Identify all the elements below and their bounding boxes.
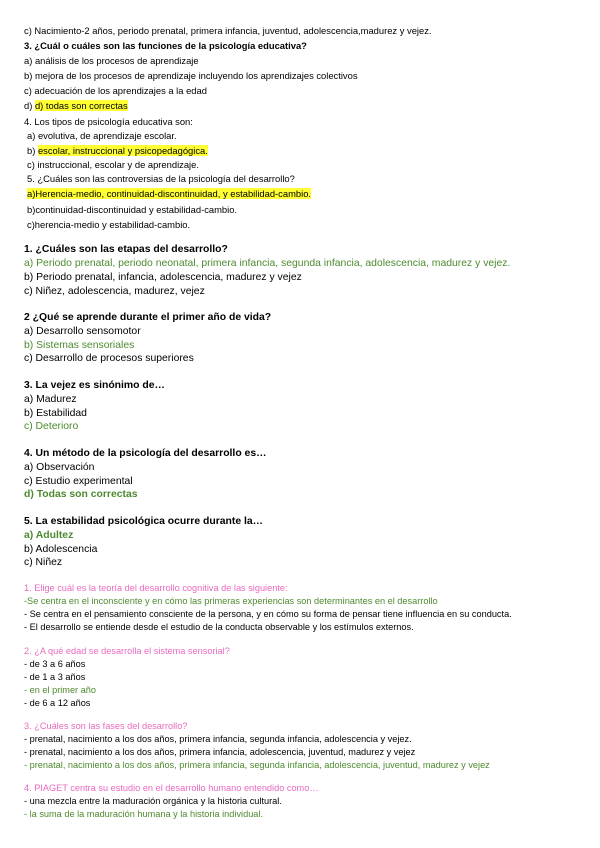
option-text: - Se centra en el pensamiento consciente de la persona, y en cómo su forma de pensar tiene influencia en su conducta. — [24, 609, 512, 619]
option-text: - prenatal, nacimiento a los dos años, primera infancia, adolescencia, juventud, madurez y vejez — [24, 747, 416, 757]
question-heading: 4. PIAGET centra su estudio en el desarrollo humano entendido como… — [24, 783, 319, 793]
option-text: - de 1 a 3 años — [24, 672, 86, 682]
option-text: b)continuidad-discontinuidad y estabilidad-cambio. — [27, 204, 238, 215]
question-heading: 1. ¿Cuáles son las etapas del desarrollo? — [24, 244, 228, 255]
option-text: - El desarrollo se entiende desde el estudio de la conducta observable y los estímulos externos. — [24, 622, 414, 632]
option-text — [27, 188, 311, 200]
correct-answer: - la suma de la maduración humana y la historia individual. — [24, 809, 264, 819]
option-text: c) Estudio experimental — [24, 476, 133, 487]
option-text: - prenatal, nacimiento a los dos años, primera infancia, segunda infancia, adolescencia y vejez. — [24, 734, 412, 744]
correct-answer: a) Periodo prenatal, periodo neonatal, primera infancia, segunda infancia, adolescencia, madurez y vejez. — [24, 258, 511, 269]
option-text: c) Niñez — [24, 557, 63, 568]
option-text: c) Desarrollo de procesos superiores — [24, 353, 194, 364]
option-text: c)herencia-medio y estabilidad-cambio. — [27, 219, 191, 230]
correct-answer: - en el primer año — [24, 685, 97, 695]
option-text: a) Observación — [24, 462, 95, 473]
option-text: a) análisis de los procesos de aprendizaje — [24, 55, 199, 66]
correct-answer: - prenatal, nacimiento a los dos años, primera infancia, segunda infancia, adolescencia, juventud, madurez y vejez — [24, 760, 490, 770]
question-heading: 5. La estabilidad psicológica ocurre durante la… — [24, 516, 264, 527]
highlighted-answer: d) todas son correctas — [34, 100, 128, 111]
option-text: b) Adolescencia — [24, 544, 98, 555]
option-text: c) instruccional, escolar y de aprendizaje. — [27, 159, 199, 170]
option-text: c) Nacimiento-2 años, periodo prenatal, primera infancia, juventud, adolescencia,madurez y vejez. — [24, 25, 432, 36]
option-text: -Se centra en el inconsciente y en cómo las primeras experiencias son determinantes en el desarrollo — [24, 596, 438, 606]
question-heading: 3. ¿Cuáles son las fases del desarrollo? — [24, 721, 188, 731]
option-letter: d) — [24, 100, 35, 111]
option-text: a) evolutiva, de aprendizaje escolar. — [27, 130, 177, 141]
correct-answer: b) Sistemas sensoriales — [24, 340, 135, 351]
question-heading: 4. Los tipos de psicología educativa son: — [24, 116, 193, 127]
question-heading: 3. La vejez es sinónimo de… — [24, 380, 165, 391]
option-text: a) Madurez — [24, 394, 77, 405]
option-text: b) mejora de los procesos de aprendizaje incluyendo los aprendizajes colectivos — [24, 70, 358, 81]
option-text: - de 3 a 6 años — [24, 659, 86, 669]
option-text: b) Estabilidad — [24, 408, 87, 419]
question-heading: 2. ¿A qué edad se desarrolla el sistema sensorial? — [24, 646, 230, 656]
option-text: - de 6 a 12 años — [24, 698, 91, 708]
correct-answer: d) Todas son correctas — [24, 489, 138, 500]
highlighted-answer: a)Herencia-medio, continuidad-discontinuidad, y estabilidad-cambio. — [27, 188, 312, 199]
option-text: a) Desarrollo sensomotor — [24, 326, 141, 337]
correct-answer: c) Deterioro — [24, 421, 79, 432]
option-text: c) Niñez, adolescencia, madurez, vejez — [24, 286, 205, 297]
option-text — [27, 145, 208, 157]
question-heading: 4. Un método de la psicología del desarrollo es… — [24, 448, 267, 459]
highlighted-answer: escolar, instruccional y psicopedagógica. — [37, 145, 208, 156]
option-text: c) adecuación de los aprendizajes a la edad — [24, 85, 207, 96]
question-heading: 1. Elige cuál es la teoría del desarrollo cognitiva de las siguiente: — [24, 583, 288, 593]
question-heading: 3. ¿Cuál o cuáles son las funciones de la psicología educativa? — [24, 40, 307, 51]
option-letter: b) — [27, 145, 38, 156]
question-heading: 2 ¿Qué se aprende durante el primer año de vida? — [24, 312, 272, 323]
option-text: b) Periodo prenatal, infancia, adolescencia, madurez y vejez — [24, 272, 302, 283]
option-text — [24, 100, 128, 112]
question-heading: 5. ¿Cuáles son las controversias de la psicología del desarrollo? — [27, 173, 295, 184]
correct-answer: a) Adultez — [24, 530, 74, 541]
option-text: - una mezcla entre la maduración orgánica y la historia cultural. — [24, 796, 282, 806]
